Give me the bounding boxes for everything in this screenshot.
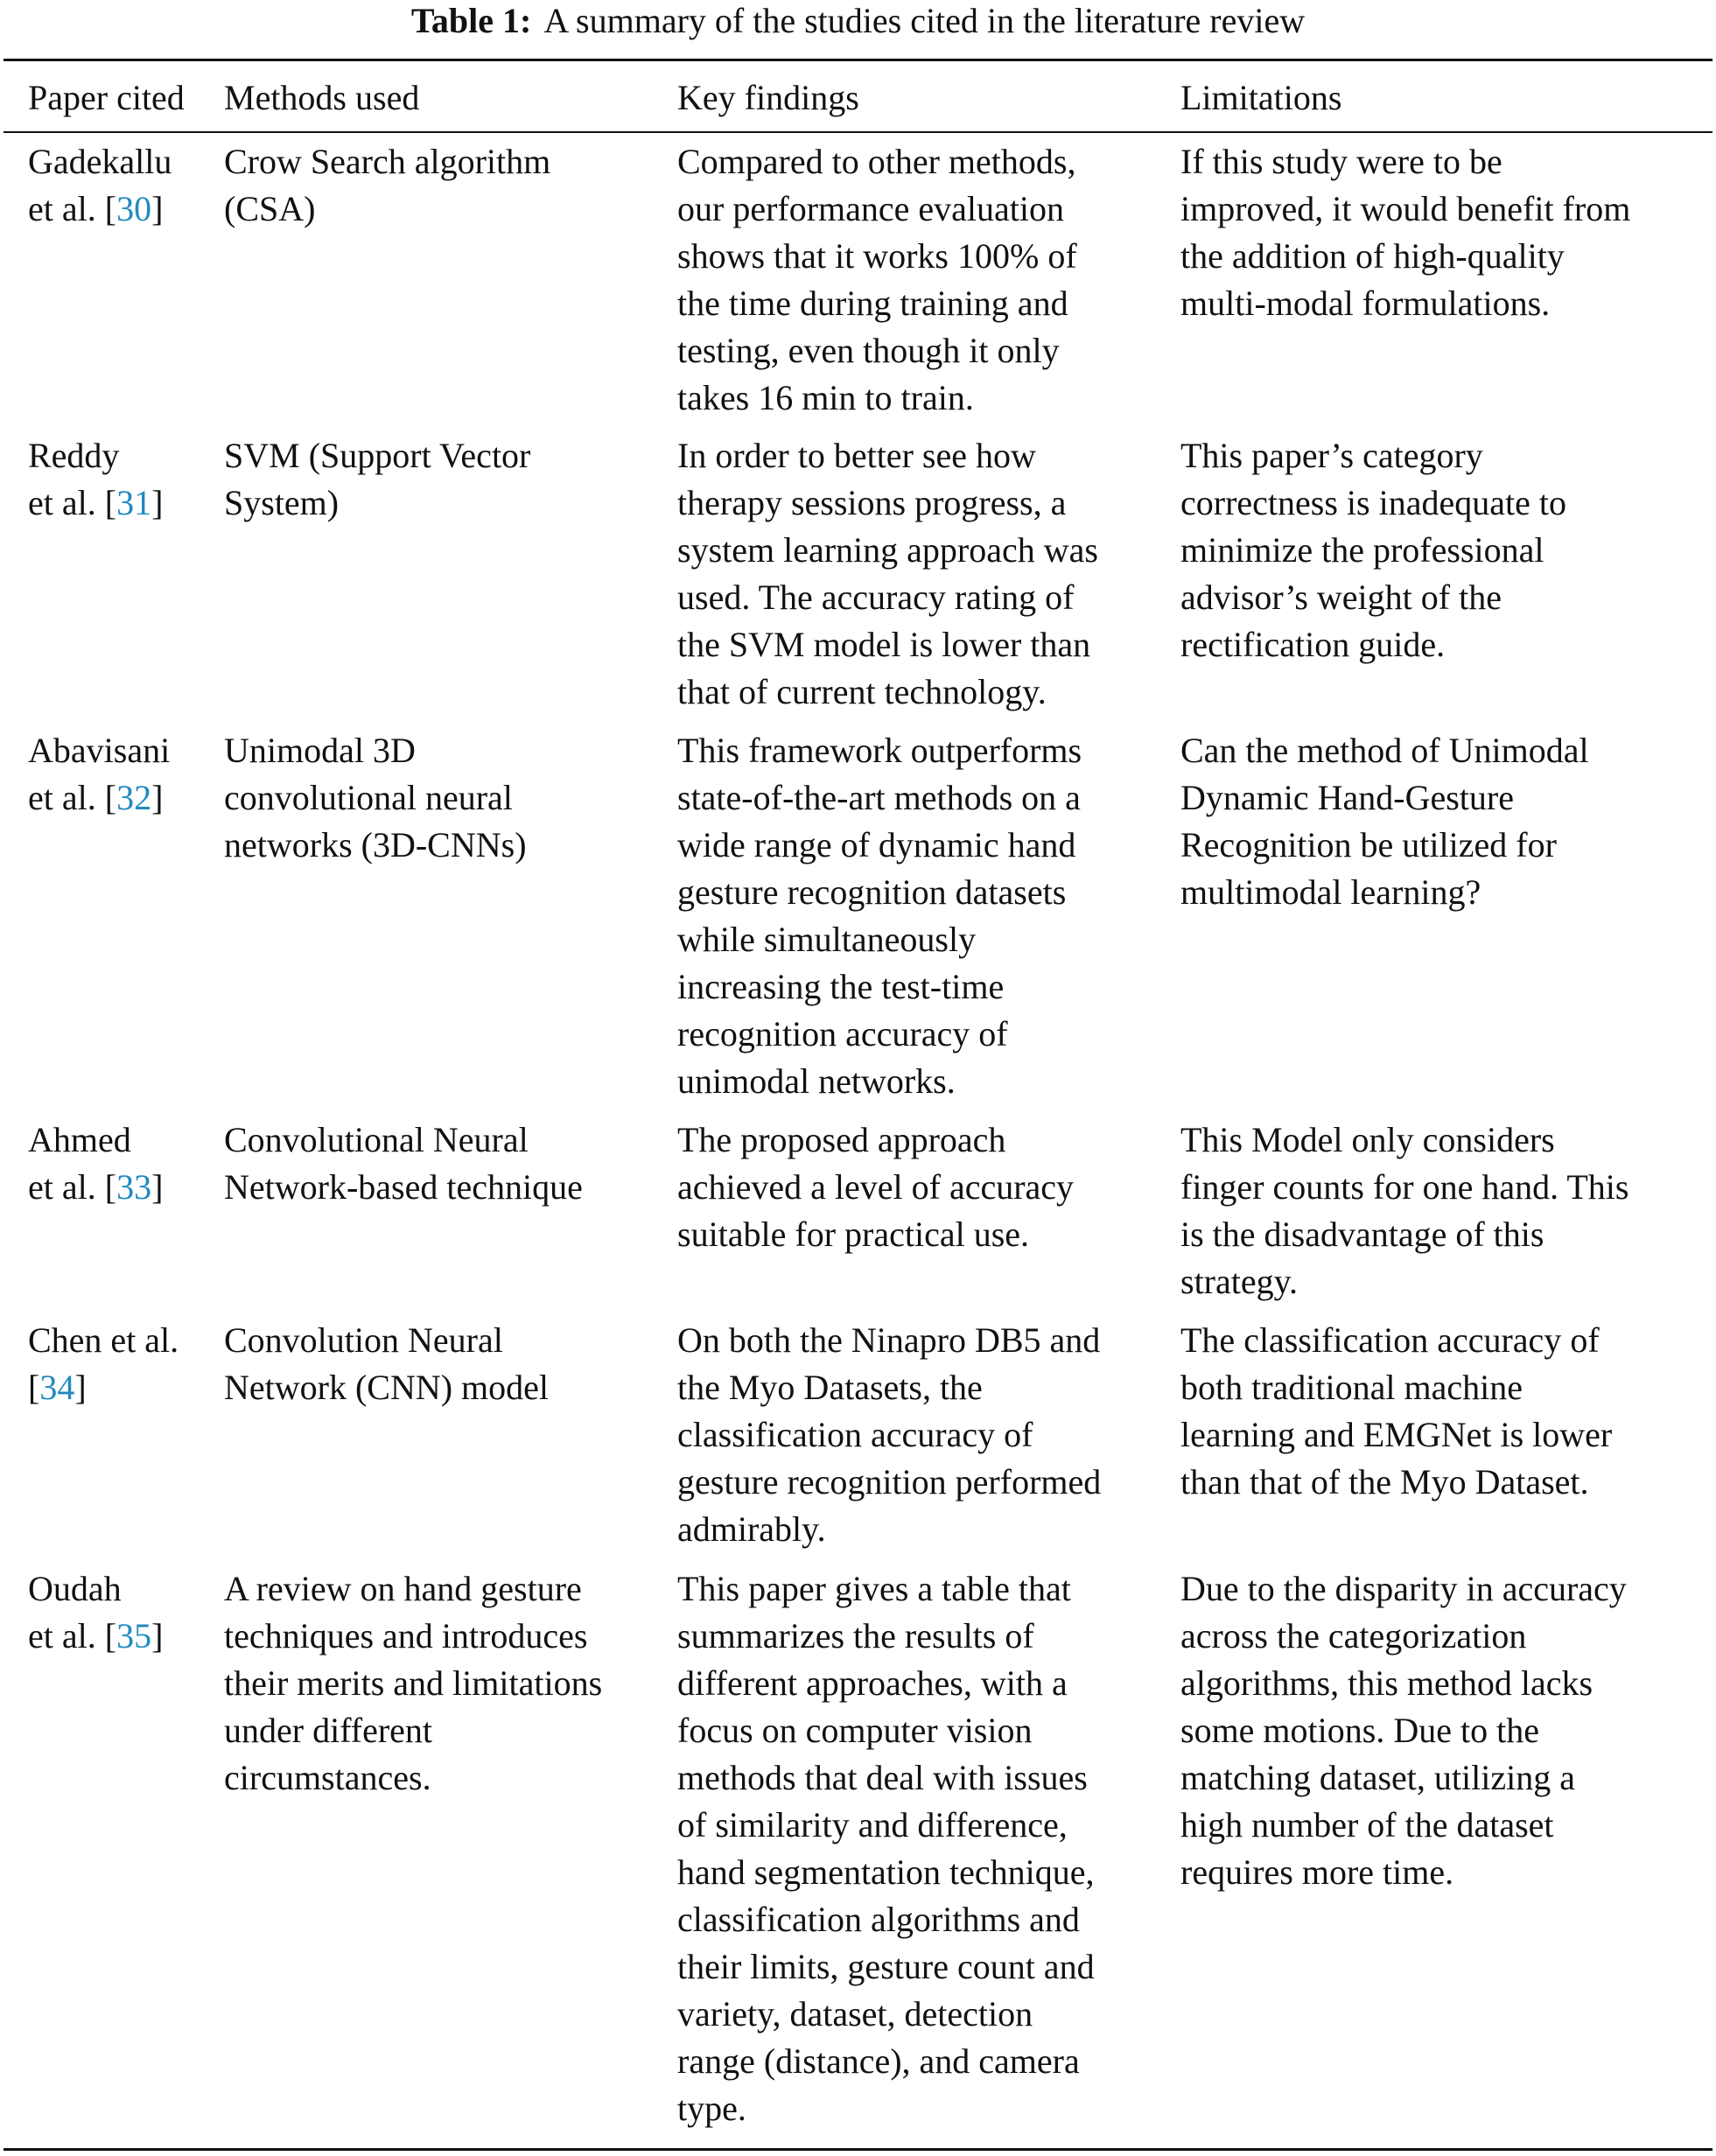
table-row — [28, 1116, 1712, 1317]
citation-link[interactable]: 31 — [116, 483, 152, 522]
cell-key-findings: On both the Ninapro DB5 and the Myo Datasets, the classification accuracy of gesture recognition performed admirably. — [677, 1320, 1102, 1549]
citation-close: ] — [151, 189, 164, 228]
citation-link[interactable]: 35 — [116, 1616, 152, 1656]
cell-methods-used: Convolution Neural Network (CNN) model — [224, 1320, 550, 1407]
cell-limitations: If this study were to be improved, it would benefit from the addition of high-quality multi-modal formulations. — [1180, 142, 1631, 323]
citation-close: ] — [151, 1616, 164, 1656]
table-caption-text: A summary of the studies cited in the literature review — [543, 1, 1306, 40]
citation-link[interactable]: 30 — [116, 189, 152, 228]
cell-key-findings: This framework outperforms state-of-the-art methods on a wide range of dynamic hand gesture recognition datasets while simultaneously increasing the test-time recognition accuracy of unimodal networks. — [677, 731, 1082, 1101]
cell-paper-cited — [28, 432, 224, 727]
author-etal: et al. [ — [28, 1616, 117, 1656]
table-row — [28, 1565, 1712, 2143]
table-body — [28, 138, 1712, 2143]
author-etal: et al. [ — [28, 1167, 117, 1207]
cell-paper-cited — [28, 1565, 224, 2143]
header-methods-used: Methods used — [224, 78, 420, 117]
header-paper-cited: Paper cited — [28, 78, 185, 117]
cell-key-findings: In order to better see how therapy sessions progress, a system learning approach was used. The accuracy rating of the SVM model is lower than that of current technology. — [677, 436, 1098, 711]
cell-limitations: Due to the disparity in accuracy across the categorization algorithms, this method lacks some motions. Due to the matching dataset, utilizing a high number of the dataset requires more time. — [1180, 1569, 1627, 1892]
table-row — [28, 727, 1712, 1116]
author-name: Gadekallu — [28, 142, 172, 181]
table-row — [28, 1317, 1712, 1565]
table-caption-label: Table 1: — [410, 1, 532, 40]
table-header-row — [28, 61, 1712, 131]
cell-limitations: This paper’s category correctness is inadequate to minimize the professional advisor’s weight of the rectification guide. — [1180, 436, 1566, 664]
citation-close: ] — [151, 1167, 164, 1207]
cell-key-findings: Compared to other methods, our performance evaluation shows that it works 100% of the time during training and testing, even though it only takes 16 min to train. — [677, 142, 1077, 417]
literature-table — [28, 61, 1712, 131]
citation-link[interactable]: 33 — [116, 1167, 152, 1207]
cell-methods-used: SVM (Support Vector System) — [224, 436, 531, 522]
cell-key-findings: This paper gives a table that summarizes the results of different approaches, with a focus on computer vision methods that deal with issues of similarity and difference, hand segmentation technique, classification algorithms and their limits, gesture count and variety, dataset, detection range (distance), and camera type. — [677, 1569, 1095, 2128]
cell-methods-used: Crow Search algorithm (CSA) — [224, 142, 551, 228]
cell-limitations: Can the method of Unimodal Dynamic Hand-Gesture Recognition be utilized for multimodal learning? — [1180, 731, 1589, 912]
header-key-findings: Key findings — [677, 78, 859, 117]
table-row — [28, 138, 1712, 432]
cell-paper-cited — [28, 727, 224, 1116]
table-row — [28, 432, 1712, 727]
table-header-rule — [4, 131, 1712, 133]
author-name: Chen et al. — [28, 1320, 179, 1360]
cell-key-findings: The proposed approach achieved a level of accuracy suitable for practical use. — [677, 1120, 1075, 1254]
author-etal: et al. [ — [28, 778, 117, 817]
cell-methods-used: A review on hand gesture techniques and introduces their merits and limitations under different circumstances. — [224, 1569, 603, 1797]
author-name: Ahmed — [28, 1120, 131, 1159]
cell-limitations: This Model only considers finger counts for one hand. This is the disadvantage of this strategy. — [1180, 1120, 1629, 1301]
citation-close: ] — [151, 778, 164, 817]
table-bottom-rule — [4, 2148, 1712, 2151]
citation-link[interactable]: 34 — [39, 1368, 75, 1407]
cell-methods-used: Unimodal 3D convolutional neural networks (3D-CNNs) — [224, 731, 527, 864]
cell-methods-used: Convolutional Neural Network-based technique — [224, 1120, 583, 1207]
cell-paper-cited — [28, 1116, 224, 1317]
author-etal: [ — [28, 1368, 40, 1407]
author-name: Reddy — [28, 436, 120, 475]
author-etal: et al. [ — [28, 189, 117, 228]
cell-paper-cited — [28, 138, 224, 432]
header-limitations: Limitations — [1180, 78, 1342, 117]
cell-paper-cited — [28, 1317, 224, 1565]
author-etal: et al. [ — [28, 483, 117, 522]
table-caption — [0, 0, 1716, 44]
citation-close: ] — [151, 483, 164, 522]
author-name: Abavisani — [28, 731, 171, 770]
cell-limitations: The classification accuracy of both traditional machine learning and EMGNet is lower than that of the Myo Dataset. — [1180, 1320, 1613, 1502]
citation-close: ] — [74, 1368, 87, 1407]
citation-link[interactable]: 32 — [116, 778, 152, 817]
author-name: Oudah — [28, 1569, 122, 1608]
